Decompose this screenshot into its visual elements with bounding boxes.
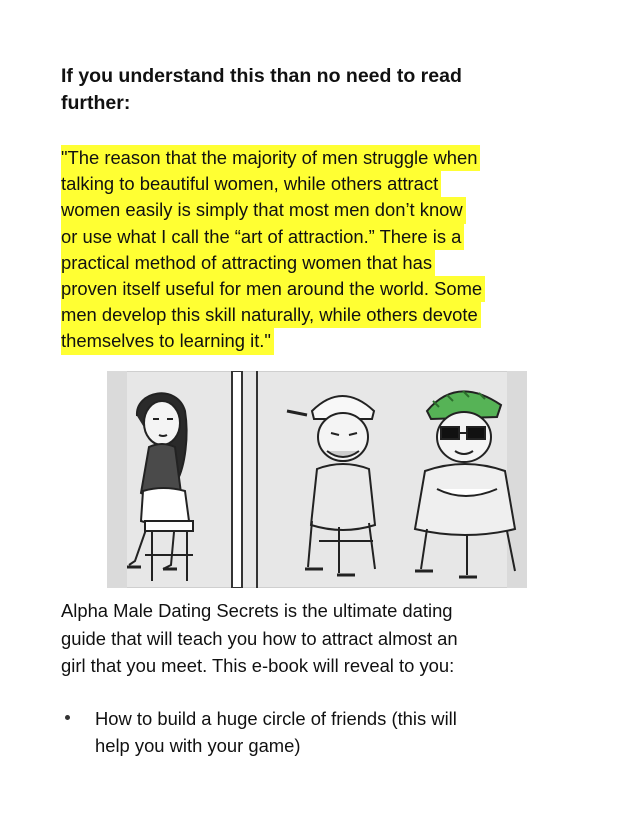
- quote-line: talking to beautiful women, while others attract: [61, 171, 441, 197]
- quote-line: men develop this skill naturally, while others devote: [61, 302, 481, 328]
- list-item-line: help you with your game): [95, 734, 301, 756]
- highlighted-quote: [61, 145, 589, 355]
- page-heading: [61, 63, 581, 117]
- bullet-list: [61, 706, 581, 759]
- quote-line: proven itself useful for men around the world. Some: [61, 276, 485, 302]
- list-item: [61, 706, 581, 759]
- paragraph-line: guide that will teach you how to attract almost an: [61, 627, 458, 649]
- quote-line: themselves to learning it.": [61, 328, 274, 354]
- cartoon-illustration: [107, 371, 527, 588]
- heading-line: If you understand this than no need to read: [61, 65, 462, 87]
- quote-line: or use what I call the “art of attraction.” There is a: [61, 224, 464, 250]
- paragraph-line: girl that you meet. This e-book will reveal to you:: [61, 655, 455, 676]
- bullet-icon: [65, 715, 70, 720]
- quote-line: women easily is simply that most men don’t know: [61, 197, 466, 223]
- paragraph-line: Alpha Male Dating Secrets is the ultimate dating: [61, 600, 453, 621]
- heading-line: further:: [61, 92, 131, 114]
- quote-line: "The reason that the majority of men struggle when: [61, 145, 480, 171]
- list-item-line: How to build a huge circle of friends (this will: [95, 708, 457, 729]
- intro-paragraph: [61, 597, 601, 680]
- quote-line: practical method of attracting women that has: [61, 250, 435, 276]
